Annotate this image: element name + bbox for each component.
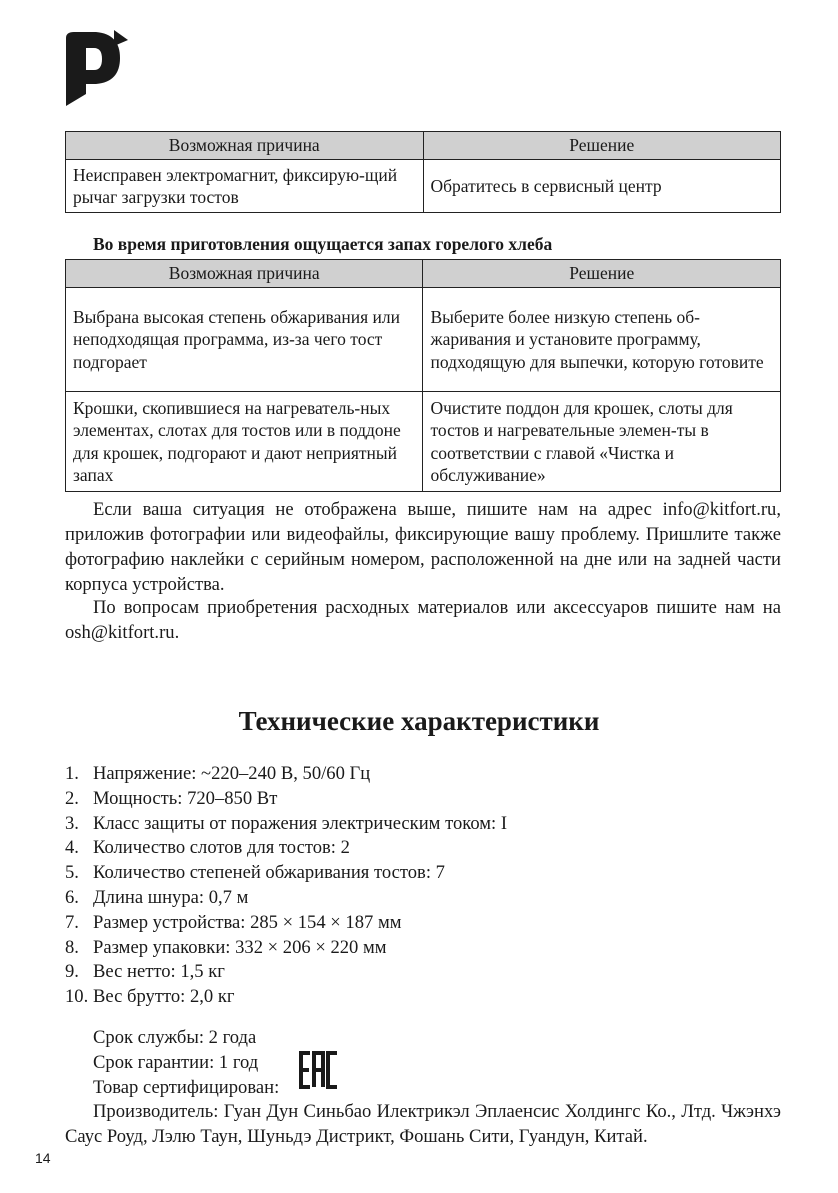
list-item-text: Класс защиты от поражения электрическим током: I (93, 812, 508, 834)
list-item (65, 762, 507, 787)
manufacturer-text: Производитель: Гуан Дун Синьбао Илектрикэл Эплаенсис Холдингс Ко., Лтд. Чжэнхэ Саус Роуд, Лэлю Таун, Шуньдэ Дистрикт, Фошань Сити, Гуандун, Китай. (65, 1101, 781, 1147)
list-item-text: Вес брутто: 2,0 кг (93, 986, 235, 1008)
table-header-row (66, 132, 781, 160)
table-row (66, 392, 781, 492)
service-life-text: Срок службы: 2 года (93, 1027, 257, 1048)
list-item-number: 4. (65, 837, 79, 859)
list-item (65, 886, 507, 911)
problem-subheading: Во время приготовления ощущается запах горелого хлеба (93, 234, 553, 254)
page-number: 14 (35, 1150, 51, 1166)
list-item-number: 6. (65, 886, 79, 908)
troubleshooting-table-1 (65, 131, 781, 213)
section-title: Технические характеристики (238, 706, 600, 736)
list-item-number: 2. (65, 787, 79, 809)
list-item (65, 836, 507, 861)
table-row (66, 160, 781, 213)
column-header-cause: Возможная причина (66, 260, 423, 288)
cause-cell: Крошки, скопившиеся на нагреватель-ных элементах, слотах для тостов или в поддоне для крошек, подгорают и дают неприятный запах (66, 392, 423, 492)
list-item-number: 5. (65, 862, 79, 884)
column-header-solution: Решение (423, 260, 781, 288)
list-item (65, 960, 507, 985)
list-item-number: 8. (65, 936, 79, 958)
contact-paragraph: Если ваша ситуация не отображена выше, пишите нам на адрес info@kitfort.ru, приложив фотографии или видеофайлы, фиксирующие вашу проблему. Пришлите также фотографию наклейки с серийным номером, расположенной на дне или на задней части корпуса устройства. (65, 499, 781, 595)
eac-certification-icon (298, 1050, 340, 1090)
list-item-number: 3. (65, 812, 79, 834)
column-header-cause: Возможная причина (66, 132, 424, 160)
list-item-text: Количество степеней обжаривания тостов: 7 (93, 862, 445, 884)
solution-cell: Очистите поддон для крошек, слоты для тостов и нагревательные элемен-ты в соответствии с главой «Чистка и обслуживание» (423, 392, 781, 492)
list-item (65, 861, 507, 886)
list-item (65, 911, 507, 936)
kitfort-logo-icon (62, 28, 130, 108)
cause-cell: Неисправен электромагнит, фиксирую-щий рычаг загрузки тостов (66, 160, 424, 213)
list-item-text: Вес нетто: 1,5 кг (93, 961, 225, 983)
column-header-solution: Решение (423, 132, 780, 160)
solution-cell: Обратитесь в сервисный центр (423, 160, 780, 213)
list-item-number: 9. (65, 961, 79, 983)
list-item-text: Напряжение: ~220–240 В, 50/60 Гц (93, 763, 371, 784)
specifications-list (65, 762, 507, 1010)
list-item (65, 985, 507, 1010)
list-item-text: Размер устройства: 285 × 154 × 187 мм (93, 911, 402, 933)
list-item (65, 812, 507, 837)
accessories-paragraph: По вопросам приобретения расходных материалов или аксессуаров пишите нам на osh@kitfort.ru. (65, 597, 781, 643)
list-item-number: 7. (65, 911, 79, 933)
list-item (65, 787, 507, 812)
certification-text: Товар сертифицирован: (93, 1077, 280, 1098)
list-item (65, 936, 507, 961)
warranty-text: Срок гарантии: 1 год (93, 1052, 259, 1073)
list-item-text: Мощность: 720–850 Вт (93, 787, 278, 809)
table-row (66, 288, 781, 392)
list-item-text: Размер упаковки: 332 × 206 × 220 мм (93, 936, 387, 958)
list-item-text: Количество слотов для тостов: 2 (93, 837, 350, 859)
list-item-text: Длина шнура: 0,7 м (93, 886, 249, 908)
list-item-number: 1. (65, 763, 79, 784)
table-header-row (66, 260, 781, 288)
troubleshooting-table-2 (65, 259, 781, 492)
solution-cell: Выберите более низкую степень об-жаривания и установите программу, подходящую для выпечки, которую готовите (423, 288, 781, 392)
cause-cell: Выбрана высокая степень обжаривания или неподходящая программа, из-за чего тост подгорает (66, 288, 423, 392)
list-item-number: 10. (65, 986, 89, 1008)
